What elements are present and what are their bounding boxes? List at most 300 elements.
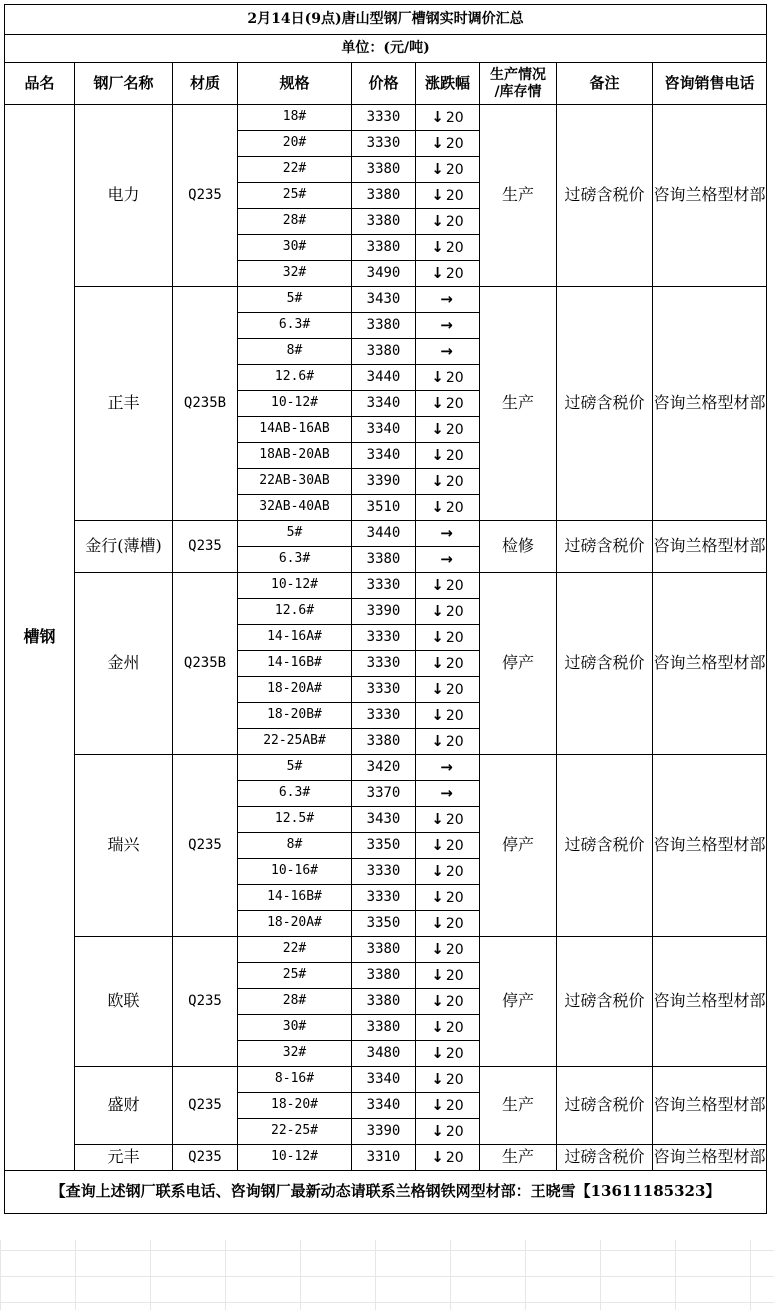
change-amount: 20 <box>445 473 464 490</box>
change-value <box>431 263 464 282</box>
change-cell <box>416 183 480 209</box>
spec-cell: 28# <box>238 209 352 235</box>
change-amount: 20 <box>445 265 464 282</box>
change-amount: 20 <box>445 889 464 906</box>
price-cell: 3480 <box>352 1041 416 1067</box>
change-value <box>431 159 464 178</box>
change-value <box>431 445 464 464</box>
change-amount: 20 <box>445 941 464 958</box>
header-price: 价格 <box>352 63 416 105</box>
spec-cell: 28# <box>238 989 352 1015</box>
phone-cell: 咨询兰格型材部 <box>653 1067 767 1145</box>
spec-cell: 20# <box>238 131 352 157</box>
header-status-line2: /库存情 <box>494 83 542 100</box>
spec-cell: 32# <box>238 261 352 287</box>
arrow-down-icon: ↓ <box>431 653 444 672</box>
remark-cell: 过磅含税价 <box>557 287 653 521</box>
change-cell <box>416 157 480 183</box>
change-value <box>431 653 464 672</box>
price-cell: 3350 <box>352 911 416 937</box>
change-value <box>431 1095 464 1114</box>
price-cell: 3490 <box>352 261 416 287</box>
change-amount: 20 <box>445 109 464 126</box>
spec-cell: 10-12# <box>238 1145 352 1171</box>
price-cell: 3330 <box>352 105 416 131</box>
change-amount: 20 <box>445 733 464 750</box>
status-cell: 停产 <box>480 937 557 1067</box>
change-value <box>431 237 464 256</box>
remark-cell: 过磅含税价 <box>557 573 653 755</box>
spec-cell: 10-12# <box>238 573 352 599</box>
spec-cell: 10-12# <box>238 391 352 417</box>
spec-cell: 18-20A# <box>238 911 352 937</box>
change-cell <box>416 339 480 365</box>
change-value <box>431 601 464 620</box>
change-value <box>431 107 464 126</box>
change-value <box>440 315 455 334</box>
price-cell: 3380 <box>352 183 416 209</box>
change-value <box>431 705 464 724</box>
header-product: 品名 <box>5 63 75 105</box>
arrow-down-icon: ↓ <box>431 419 444 438</box>
change-value <box>431 419 464 438</box>
price-cell: 3440 <box>352 521 416 547</box>
change-amount: 20 <box>445 577 464 594</box>
arrow-down-icon: ↓ <box>431 133 444 152</box>
change-cell <box>416 261 480 287</box>
phone-cell: 咨询兰格型材部 <box>653 521 767 573</box>
change-amount: 20 <box>445 681 464 698</box>
price-cell: 3330 <box>352 703 416 729</box>
change-cell <box>416 911 480 937</box>
arrow-down-icon: ↓ <box>431 1121 444 1140</box>
arrow-down-icon: ↓ <box>431 367 444 386</box>
change-value <box>440 523 455 542</box>
arrow-down-icon: ↓ <box>431 393 444 412</box>
arrow-down-icon: ↓ <box>431 887 444 906</box>
change-amount: 20 <box>445 629 464 646</box>
change-cell <box>416 1145 480 1171</box>
spec-cell: 6.3# <box>238 313 352 339</box>
change-cell <box>416 547 480 573</box>
change-value <box>431 939 464 958</box>
change-value <box>431 1069 464 1088</box>
change-cell <box>416 417 480 443</box>
arrow-down-icon: ↓ <box>431 705 444 724</box>
price-cell: 3380 <box>352 313 416 339</box>
mill-name-cell: 金州 <box>75 573 173 755</box>
change-value <box>431 471 464 490</box>
change-cell <box>416 235 480 261</box>
change-amount: 20 <box>445 811 464 828</box>
spec-cell: 12.6# <box>238 365 352 391</box>
table-row <box>5 1145 767 1171</box>
arrow-down-icon: ↓ <box>431 835 444 854</box>
change-cell <box>416 131 480 157</box>
arrow-right-icon: → <box>440 289 453 308</box>
spec-cell: 18-20A# <box>238 677 352 703</box>
header-mill: 钢厂名称 <box>75 63 173 105</box>
price-cell: 3380 <box>352 209 416 235</box>
arrow-down-icon: ↓ <box>431 965 444 984</box>
price-cell: 3340 <box>352 391 416 417</box>
change-amount: 20 <box>445 655 464 672</box>
change-cell <box>416 287 480 313</box>
mill-name-cell: 正丰 <box>75 287 173 521</box>
spec-cell: 8# <box>238 339 352 365</box>
arrow-down-icon: ↓ <box>431 445 444 464</box>
price-cell: 3330 <box>352 677 416 703</box>
change-cell <box>416 677 480 703</box>
remark-cell: 过磅含税价 <box>557 1067 653 1145</box>
arrow-down-icon: ↓ <box>431 211 444 230</box>
change-cell <box>416 885 480 911</box>
price-cell: 3380 <box>352 963 416 989</box>
material-cell: Q235 <box>173 521 238 573</box>
price-cell: 3340 <box>352 443 416 469</box>
change-value <box>440 341 455 360</box>
price-cell: 3340 <box>352 417 416 443</box>
price-cell: 3380 <box>352 339 416 365</box>
header-status-line1: 生产情况 <box>490 66 546 83</box>
arrow-down-icon: ↓ <box>431 471 444 490</box>
change-cell <box>416 625 480 651</box>
arrow-down-icon: ↓ <box>431 575 444 594</box>
arrow-right-icon: → <box>440 315 453 334</box>
material-cell: Q235 <box>173 1145 238 1171</box>
spec-cell: 8# <box>238 833 352 859</box>
change-cell <box>416 1093 480 1119</box>
table-row <box>5 105 767 131</box>
arrow-down-icon: ↓ <box>431 1069 444 1088</box>
spec-cell: 22# <box>238 937 352 963</box>
price-cell: 3380 <box>352 1015 416 1041</box>
change-amount: 20 <box>445 915 464 932</box>
spec-cell: 22AB-30AB <box>238 469 352 495</box>
arrow-down-icon: ↓ <box>431 679 444 698</box>
price-cell: 3390 <box>352 1119 416 1145</box>
change-value <box>431 991 464 1010</box>
spec-cell: 22# <box>238 157 352 183</box>
change-value <box>431 809 464 828</box>
spec-cell: 22-25# <box>238 1119 352 1145</box>
change-amount: 20 <box>445 993 464 1010</box>
arrow-down-icon: ↓ <box>431 263 444 282</box>
arrow-down-icon: ↓ <box>431 1147 444 1166</box>
change-amount: 20 <box>445 603 464 620</box>
header-change: 涨跌幅 <box>416 63 480 105</box>
change-value <box>431 1147 464 1166</box>
change-value <box>440 783 455 802</box>
change-cell <box>416 651 480 677</box>
price-cell: 3380 <box>352 989 416 1015</box>
arrow-right-icon: → <box>440 757 453 776</box>
change-cell <box>416 443 480 469</box>
change-value <box>431 133 464 152</box>
price-cell: 3510 <box>352 495 416 521</box>
change-value <box>431 861 464 880</box>
change-amount: 20 <box>445 967 464 984</box>
spec-cell: 18AB-20AB <box>238 443 352 469</box>
arrow-down-icon: ↓ <box>431 1043 444 1062</box>
change-value <box>431 887 464 906</box>
arrow-down-icon: ↓ <box>431 185 444 204</box>
arrow-down-icon: ↓ <box>431 731 444 750</box>
spec-cell: 25# <box>238 963 352 989</box>
change-cell <box>416 963 480 989</box>
price-sheet <box>4 4 767 1214</box>
spreadsheet-gridlines <box>0 1240 774 1310</box>
remark-cell: 过磅含税价 <box>557 521 653 573</box>
change-value <box>431 1043 464 1062</box>
change-amount: 20 <box>445 395 464 412</box>
status-cell: 生产 <box>480 1145 557 1171</box>
change-cell <box>416 1041 480 1067</box>
material-cell: Q235B <box>173 573 238 755</box>
price-cell: 3330 <box>352 625 416 651</box>
table-row <box>5 937 767 963</box>
phone-cell: 咨询兰格型材部 <box>653 755 767 937</box>
change-cell <box>416 807 480 833</box>
change-amount: 20 <box>445 239 464 256</box>
sheet-title: 2月14日(9点)唐山型钢厂槽钢实时调价汇总 <box>5 5 767 35</box>
price-cell: 3420 <box>352 755 416 781</box>
change-value <box>431 627 464 646</box>
change-amount: 20 <box>445 1019 464 1036</box>
price-table <box>4 4 767 1214</box>
change-amount: 20 <box>445 837 464 854</box>
header-phone: 咨询销售电话 <box>653 63 767 105</box>
price-cell: 3330 <box>352 131 416 157</box>
spec-cell: 32AB-40AB <box>238 495 352 521</box>
arrow-down-icon: ↓ <box>431 939 444 958</box>
change-value <box>440 757 455 776</box>
phone-cell: 咨询兰格型材部 <box>653 937 767 1067</box>
arrow-down-icon: ↓ <box>431 861 444 880</box>
arrow-down-icon: ↓ <box>431 159 444 178</box>
change-value <box>431 497 464 516</box>
mill-name-cell: 盛财 <box>75 1067 173 1145</box>
spec-cell: 12.5# <box>238 807 352 833</box>
change-cell <box>416 469 480 495</box>
spec-cell: 14-16B# <box>238 651 352 677</box>
status-cell: 停产 <box>480 755 557 937</box>
table-row <box>5 287 767 313</box>
arrow-down-icon: ↓ <box>431 913 444 932</box>
header-status <box>480 63 557 105</box>
change-amount: 20 <box>445 1123 464 1140</box>
arrow-down-icon: ↓ <box>431 1095 444 1114</box>
spec-cell: 5# <box>238 287 352 313</box>
change-cell <box>416 859 480 885</box>
price-cell: 3350 <box>352 833 416 859</box>
change-cell <box>416 209 480 235</box>
header-material: 材质 <box>173 63 238 105</box>
price-cell: 3370 <box>352 781 416 807</box>
product-name-cell: 槽钢 <box>5 105 75 1171</box>
spec-cell: 18# <box>238 105 352 131</box>
change-value <box>431 965 464 984</box>
mill-name-cell: 元丰 <box>75 1145 173 1171</box>
arrow-down-icon: ↓ <box>431 991 444 1010</box>
change-cell <box>416 937 480 963</box>
change-cell <box>416 365 480 391</box>
spec-cell: 30# <box>238 235 352 261</box>
price-cell: 3330 <box>352 859 416 885</box>
change-cell <box>416 599 480 625</box>
change-cell <box>416 729 480 755</box>
price-cell: 3380 <box>352 235 416 261</box>
change-cell <box>416 521 480 547</box>
table-row <box>5 573 767 599</box>
price-cell: 3380 <box>352 937 416 963</box>
mill-name-cell: 瑞兴 <box>75 755 173 937</box>
change-amount: 20 <box>445 213 464 230</box>
status-cell: 生产 <box>480 1067 557 1145</box>
change-value <box>431 367 464 386</box>
change-value <box>440 549 455 568</box>
phone-cell: 咨询兰格型材部 <box>653 1145 767 1171</box>
mill-name-cell: 金行(薄槽) <box>75 521 173 573</box>
change-value <box>431 211 464 230</box>
change-amount: 20 <box>445 863 464 880</box>
spec-cell: 6.3# <box>238 781 352 807</box>
status-cell: 检修 <box>480 521 557 573</box>
mill-name-cell: 欧联 <box>75 937 173 1067</box>
change-cell <box>416 105 480 131</box>
material-cell: Q235 <box>173 1067 238 1145</box>
change-value <box>431 393 464 412</box>
change-cell <box>416 833 480 859</box>
change-value <box>440 289 455 308</box>
spec-cell: 6.3# <box>238 547 352 573</box>
spec-cell: 30# <box>238 1015 352 1041</box>
change-value <box>431 679 464 698</box>
spec-cell: 14AB-16AB <box>238 417 352 443</box>
spec-cell: 14-16B# <box>238 885 352 911</box>
header-row <box>5 63 767 105</box>
change-amount: 20 <box>445 1071 464 1088</box>
change-amount: 20 <box>445 161 464 178</box>
spec-cell: 18-20# <box>238 1093 352 1119</box>
change-amount: 20 <box>445 421 464 438</box>
spec-cell: 8-16# <box>238 1067 352 1093</box>
change-cell <box>416 1067 480 1093</box>
status-cell: 停产 <box>480 573 557 755</box>
price-cell: 3380 <box>352 157 416 183</box>
mill-name-cell: 电力 <box>75 105 173 287</box>
price-cell: 3340 <box>352 1093 416 1119</box>
arrow-right-icon: → <box>440 783 453 802</box>
price-cell: 3430 <box>352 807 416 833</box>
change-cell <box>416 703 480 729</box>
change-amount: 20 <box>445 187 464 204</box>
change-value <box>431 1017 464 1036</box>
change-cell <box>416 495 480 521</box>
remark-cell: 过磅含税价 <box>557 1145 653 1171</box>
remark-cell: 过磅含税价 <box>557 105 653 287</box>
change-value <box>431 835 464 854</box>
spec-cell: 10-16# <box>238 859 352 885</box>
material-cell: Q235 <box>173 755 238 937</box>
material-cell: Q235 <box>173 937 238 1067</box>
change-amount: 20 <box>445 135 464 152</box>
change-value <box>431 1121 464 1140</box>
arrow-down-icon: ↓ <box>431 601 444 620</box>
change-value <box>431 575 464 594</box>
remark-cell: 过磅含税价 <box>557 755 653 937</box>
spec-cell: 5# <box>238 521 352 547</box>
spec-cell: 25# <box>238 183 352 209</box>
change-amount: 20 <box>445 369 464 386</box>
change-cell <box>416 989 480 1015</box>
phone-cell: 咨询兰格型材部 <box>653 287 767 521</box>
arrow-down-icon: ↓ <box>431 1017 444 1036</box>
spec-cell: 32# <box>238 1041 352 1067</box>
change-cell <box>416 313 480 339</box>
price-cell: 3390 <box>352 599 416 625</box>
price-cell: 3340 <box>352 1067 416 1093</box>
arrow-down-icon: ↓ <box>431 237 444 256</box>
remark-cell: 过磅含税价 <box>557 937 653 1067</box>
spec-cell: 18-20B# <box>238 703 352 729</box>
change-cell <box>416 391 480 417</box>
arrow-down-icon: ↓ <box>431 627 444 646</box>
change-amount: 20 <box>445 1045 464 1062</box>
change-amount: 20 <box>445 447 464 464</box>
phone-cell: 咨询兰格型材部 <box>653 573 767 755</box>
price-cell: 3330 <box>352 885 416 911</box>
arrow-right-icon: → <box>440 523 453 542</box>
header-spec: 规格 <box>238 63 352 105</box>
price-cell: 3430 <box>352 287 416 313</box>
price-cell: 3310 <box>352 1145 416 1171</box>
price-cell: 3380 <box>352 547 416 573</box>
header-remark: 备注 <box>557 63 653 105</box>
change-amount: 20 <box>445 1149 464 1166</box>
change-cell <box>416 781 480 807</box>
table-row <box>5 755 767 781</box>
unit-label: 单位：(元/吨) <box>5 35 767 63</box>
change-amount: 20 <box>445 1097 464 1114</box>
phone-cell: 咨询兰格型材部 <box>653 105 767 287</box>
spec-cell: 12.6# <box>238 599 352 625</box>
material-cell: Q235B <box>173 287 238 521</box>
arrow-right-icon: → <box>440 341 453 360</box>
change-value <box>431 731 464 750</box>
change-cell <box>416 1119 480 1145</box>
price-cell: 3390 <box>352 469 416 495</box>
spec-cell: 14-16A# <box>238 625 352 651</box>
change-cell <box>416 755 480 781</box>
material-cell: Q235 <box>173 105 238 287</box>
change-value <box>431 185 464 204</box>
price-cell: 3440 <box>352 365 416 391</box>
change-cell <box>416 573 480 599</box>
arrow-down-icon: ↓ <box>431 497 444 516</box>
status-cell: 生产 <box>480 287 557 521</box>
arrow-right-icon: → <box>440 549 453 568</box>
price-cell: 3330 <box>352 573 416 599</box>
spec-cell: 5# <box>238 755 352 781</box>
arrow-down-icon: ↓ <box>431 107 444 126</box>
spec-cell: 22-25AB# <box>238 729 352 755</box>
arrow-down-icon: ↓ <box>431 809 444 828</box>
footer-contact: 【查询上述钢厂联系电话、咨询钢厂最新动态请联系兰格钢铁网型材部：王晓雪【13611185323】 <box>5 1171 767 1214</box>
price-cell: 3380 <box>352 729 416 755</box>
table-row <box>5 521 767 547</box>
change-amount: 20 <box>445 499 464 516</box>
